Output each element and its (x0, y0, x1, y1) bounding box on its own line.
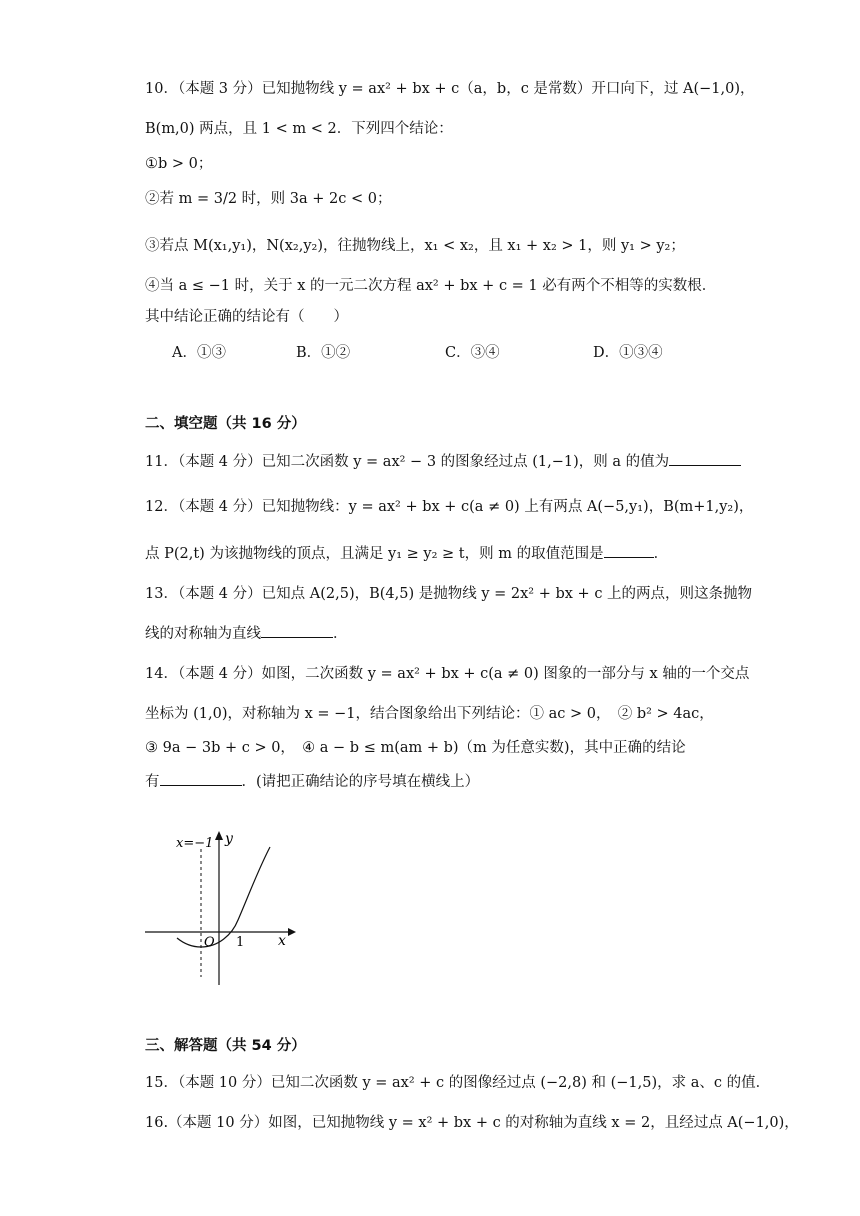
q12-line1: 12．（本题 4 分）已知抛物线：y = ax² + bx + c(a ≠ 0) 上有两点 A(−5,y₁)，B(m+1,y₂)， (145, 499, 754, 515)
q16: 16.（本题 10 分）如图，已知抛物线 y = x² + bx + c 的对称轴为直线 x = 2，且经过点 A(−1,0)， (145, 1115, 799, 1131)
q13-line1: 13．（本题 4 分）已知点 A(2,5)，B(4,5) 是抛物线 y = 2x² + bx + c 上的两点，则这条抛物 (145, 586, 753, 602)
q10-line2: B(m,0) 两点，且 1 < m < 2．下列四个结论： (145, 121, 453, 137)
x-axis-label: x (278, 933, 286, 949)
q11 (145, 451, 741, 472)
q12-end: ． (653, 546, 669, 562)
x-one-label: 1 (236, 935, 245, 950)
q10-line1: 10．（本题 3 分）已知抛物线 y = ax² + bx + c（a，b，c 是常数）开口向下，过 A(−1,0)， (145, 81, 755, 97)
q10-statement-4: ④当 a ≤ −1 时，关于 x 的一元二次方程 ax² + bx + c = 1 必有两个不相等的实数根． (145, 278, 717, 294)
q10-statement-3: ③若点 M(x₁,y₁)，N(x₂,y₂)，往抛物线上，x₁ < x₂，且 x₁ + x₂ > 1，则 y₁ > y₂； (145, 238, 685, 254)
q13-answer-blank (261, 623, 333, 638)
y-axis-arrow (215, 831, 223, 840)
q12-answer-blank (604, 543, 654, 558)
q10-statement-1: ①b > 0； (145, 156, 213, 172)
q11-text: 11．（本题 4 分）已知二次函数 y = ax² − 3 的图象经过点 (1,−1)，则 a 的值为 (145, 454, 670, 470)
q10-option-b: B．①② (296, 345, 351, 361)
q15: 15．（本题 10 分）已知二次函数 y = ax² + c 的图像经过点 (−2,8) 和 (−1,5)，求 a、c 的值． (145, 1075, 771, 1091)
q13-end: ． (333, 626, 348, 642)
q10-prompt: 其中结论正确的结论有（ ） (145, 309, 348, 325)
q10-option-d: D．①③④ (593, 345, 663, 361)
q14-line3: ③ 9a − 3b + c > 0， ④ a − b ≤ m(am + b)（m 为任意实数)，其中正确的结论 (145, 740, 686, 756)
q13-line2 (145, 623, 348, 644)
q14-answer-blank (160, 771, 242, 786)
q10-statement-2: ②若 m = 3/2 时，则 3a + 2c < 0； (145, 191, 392, 207)
q12-line2 (145, 543, 668, 564)
origin-label: O (204, 935, 215, 950)
q10-option-c: C．③④ (445, 345, 500, 361)
q13-text: 线的对称轴为直线 (145, 626, 261, 642)
y-axis-label: y (225, 831, 233, 847)
q14-line2: 坐标为 (1,0)，对称轴为 x = −1，结合图象给出下列结论：① ac > 0， ② b² > 4ac， (145, 706, 714, 722)
parabola-graph (140, 825, 300, 990)
symmetry-axis-label: x=−1 (176, 836, 214, 851)
q12-text: 点 P(2,t) 为该抛物线的顶点，且满足 y₁ ≥ y₂ ≥ t，则 m 的取值范围是 (145, 546, 604, 562)
q14-line4 (145, 771, 479, 792)
q10-option-a: A．①③ (172, 345, 226, 361)
x-axis-arrow (288, 928, 296, 936)
q11-answer-blank (669, 451, 741, 466)
q14-end: ．(请把正确结论的序号填在横线上） (241, 774, 480, 790)
section-3-title: 三、解答题（共 54 分） (145, 1038, 306, 1054)
section-2-title: 二、填空题（共 16 分） (145, 416, 306, 432)
q14-text: 有 (145, 774, 160, 790)
q14-line1: 14．（本题 4 分）如图，二次函数 y = ax² + bx + c(a ≠ 0) 图象的一部分与 x 轴的一个交点 (145, 666, 750, 682)
